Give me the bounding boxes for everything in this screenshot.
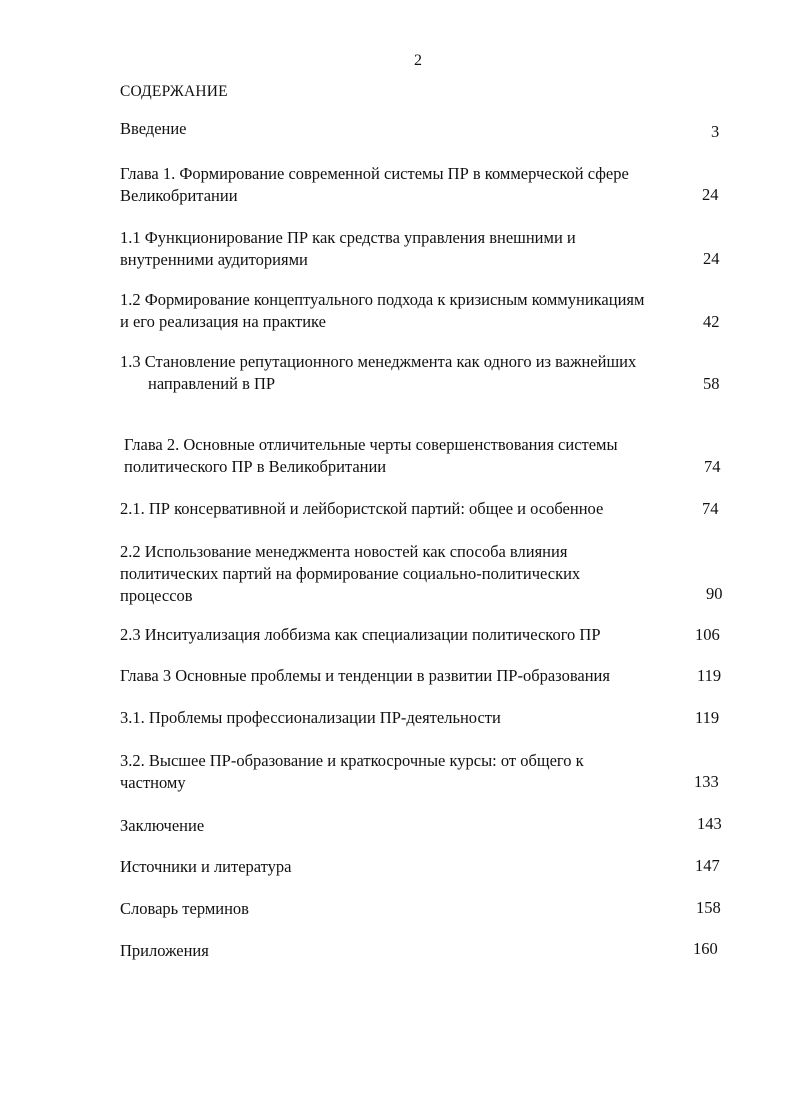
toc-entry-line: и его реализация на практике [120,312,326,331]
toc-entry-page: 147 [695,856,720,875]
toc-entry-line: 3.1. Проблемы профессионализации ПР-деятельности [120,708,501,727]
toc-entry-section-1-2 [120,289,700,333]
toc-entry-line: политического ПР в Великобритании [124,457,387,476]
toc-entry-line: 2.2 Использование менеджмента новостей как способа влияния [120,542,568,561]
toc-title: СОДЕРЖАНИЕ [120,83,228,100]
toc-entry-page: 119 [695,708,720,727]
toc-entry-line: внутренними аудиториями [120,250,308,269]
toc-entry-introduction [120,118,700,140]
toc-entry-page: 74 [704,457,721,476]
toc-entry-line: 2.3 Инситуализация лоббизма как специализации политического ПР [120,625,601,644]
toc-entry-line: Глава 2. Основные отличительные черты совершенствования системы [124,435,618,454]
toc-entry-sources [120,856,700,878]
toc-entry-line: политических партий на формирование социально-политических [120,564,581,583]
toc-entry-page: 3 [711,122,720,141]
toc-entry-appendices [120,940,700,962]
page-number: 2 [414,52,422,69]
toc-entry-chapter-2 [124,434,704,478]
toc-entry-line: процессов [120,586,193,605]
toc-entry-line: 3.2. Высшее ПР-образование и краткосрочные курсы: от общего к [120,751,584,770]
toc-entry-page: 106 [695,625,720,644]
toc-entry-page: 133 [694,772,719,791]
toc-entry-line: Глава 3 Основные проблемы и тенденции в развитии ПР-образования [120,666,610,685]
toc-entry-line: Великобритании [120,186,238,205]
toc-entry-line: Заключение [120,816,205,835]
toc-entry-section-3-1 [120,707,700,729]
toc-entry-page: 74 [702,499,719,518]
toc-entry-chapter-1 [120,163,700,207]
toc-entry-page: 119 [697,666,722,685]
toc-entry-line: Словарь терминов [120,899,249,918]
toc-entry-section-2-3 [120,624,700,646]
toc-entry-line: Приложения [120,941,209,960]
toc-entry-glossary [120,898,700,920]
toc-entry-line: Введение [120,119,187,138]
toc-entry-section-3-2 [120,750,700,794]
toc-entry-line: 1.2 Формирование концептуального подхода к кризисным коммуникациям [120,290,645,309]
toc-entry-chapter-3 [120,665,700,687]
toc-entry-line: Источники и литература [120,857,292,876]
toc-entry-page: 90 [706,584,723,603]
toc-entry-section-1-3 [120,351,700,395]
toc-entry-conclusion [120,815,700,837]
toc-entry-page: 24 [702,185,719,204]
toc-entry-page: 160 [693,939,718,958]
toc-entry-section-2-1 [120,498,700,520]
toc-entry-section-2-2 [120,541,700,607]
toc-entry-line: Глава 1. Формирование современной системы ПР в коммерческой сфере [120,164,629,183]
toc-entry-line: 2.1. ПР консервативной и лейбористской партий: общее и особенное [120,499,604,518]
toc-entry-section-1-1 [120,227,700,271]
toc-entry-line: 1.1 Функционирование ПР как средства управления внешними и [120,228,576,247]
toc-entry-page: 42 [703,312,720,331]
toc-entry-line: частному [120,773,186,792]
toc-entry-line: направлений в ПР [148,374,276,393]
toc-entry-page: 58 [703,374,720,393]
toc-entry-page: 143 [697,814,722,833]
toc-entry-page: 158 [696,898,721,917]
toc-entry-line: 1.3 Становление репутационного менеджмента как одного из важнейших [120,352,637,371]
toc-entry-page: 24 [703,249,720,268]
